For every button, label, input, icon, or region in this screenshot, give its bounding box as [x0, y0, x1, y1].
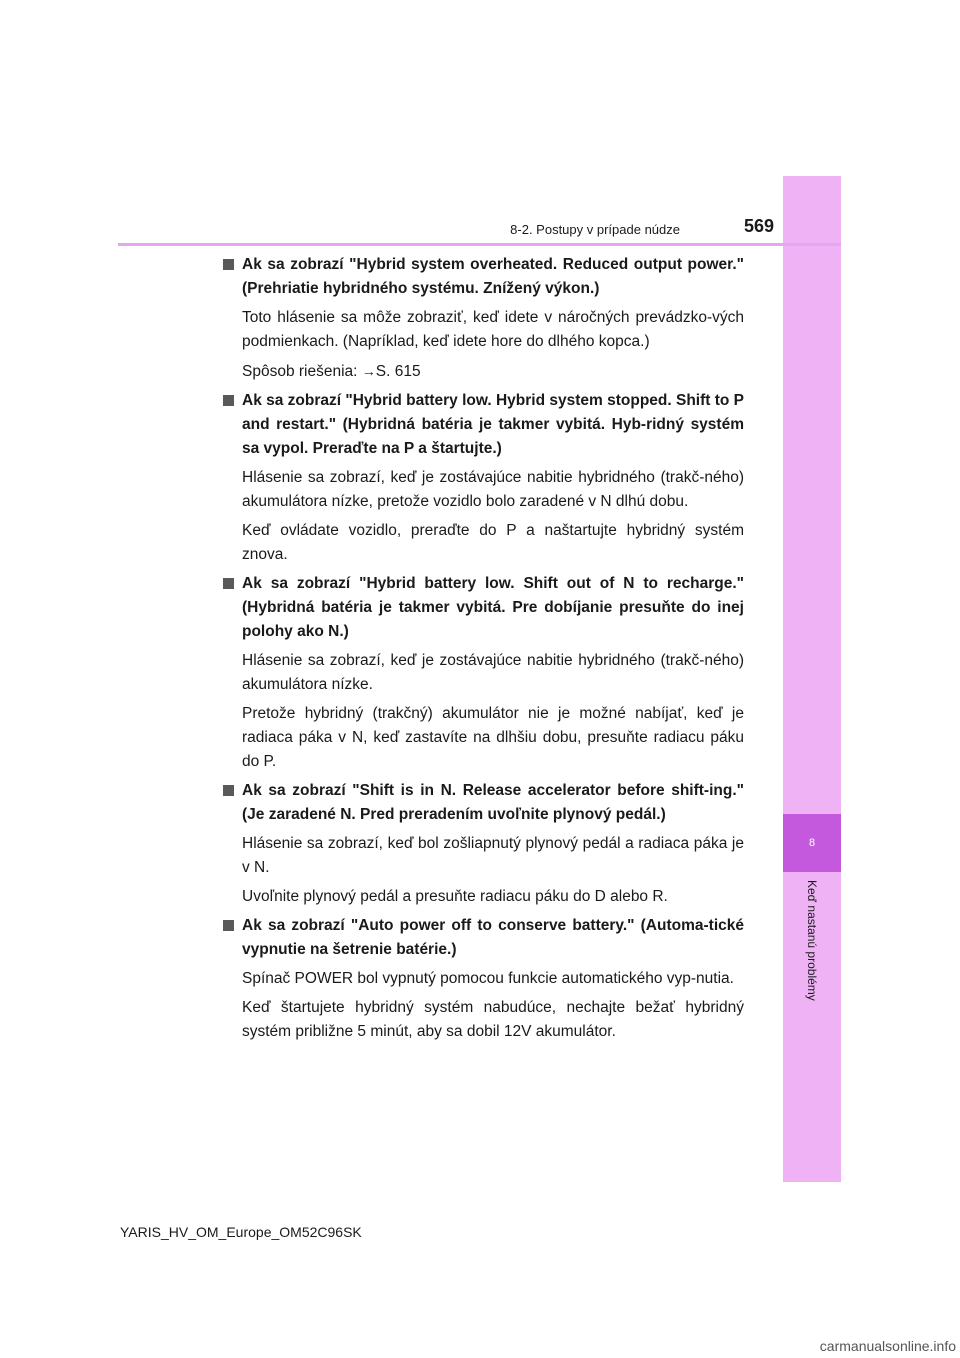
entry-paragraph: Hlásenie sa zobrazí, keď bol zošliapnutý plynový pedál a radiaca páka je v N. — [242, 835, 744, 876]
chapter-number-box — [783, 814, 841, 872]
entry-reference — [222, 359, 744, 384]
entry-heading-text: Ak sa zobrazí "Hybrid battery low. Hybrid system stopped. Shift to P and restart." (Hybridná batéria je takmer vybitá. Hyb-ridný systém sa vypol. Preraďte na P a štartujte.) — [242, 392, 745, 457]
entry-paragraph: Hlásenie sa zobrazí, keď je zostávajúce nabitie hybridného (trakč-ného) akumulátora nízke, pretože vozidlo bolo zaradené v N dlhú dobu. — [242, 469, 744, 510]
square-bullet-icon — [223, 920, 234, 931]
entry-heading — [222, 914, 744, 962]
entry-heading-text: Ak sa zobrazí "Hybrid battery low. Shift out of N to recharge." (Hybridná batéria je takmer vybitá. Pre dobíjanie presuňte do inej polohy ako N.) — [242, 575, 744, 640]
document-id: YARIS_HV_OM_Europe_OM52C96SK — [120, 1224, 362, 1240]
entry-paragraph: Uvoľnite plynový pedál a presuňte radiacu páku do D alebo R. — [242, 888, 668, 905]
entry-overheated — [222, 253, 744, 384]
entry-paragraph: Pretože hybridný (trakčný) akumulátor nie je možné nabíjať, keď je radiaca páka v N, keď zastavíte na dlhšiu dobu, presuňte radiacu páku do P. — [242, 705, 744, 770]
entry-heading — [222, 779, 744, 827]
entry-heading-text: Ak sa zobrazí "Auto power off to conserve battery." (Automa-tické vypnutie na šetrenie batérie.) — [242, 917, 744, 958]
square-bullet-icon — [223, 259, 234, 270]
arrow-right-icon: → — [361, 363, 376, 379]
entry-heading-text: Ak sa zobrazí "Shift is in N. Release accelerator before shift-ing." (Je zaradené N. Pred preradením uvoľnite plynový pedál.) — [242, 782, 744, 823]
entry-heading — [222, 253, 744, 301]
entry-paragraph: Toto hlásenie sa môže zobraziť, keď idete v náročných prevádzko-vých podmienkach. (Napríklad, keď idete hore do dlhého kopca.) — [242, 309, 744, 350]
header-rule — [118, 243, 841, 246]
watermark: carmanualsonline.info — [819, 1338, 956, 1354]
chapter-side-tab — [783, 176, 841, 1182]
entry-paragraph: Keď ovládate vozidlo, preraďte do P a naštartujte hybridný systém znova. — [242, 522, 744, 563]
entry-heading — [222, 389, 744, 461]
entry-battery-stopped — [222, 389, 744, 567]
reference-prefix: Spôsob riešenia: — [242, 363, 362, 380]
square-bullet-icon — [223, 395, 234, 406]
entry-paragraph: Hlásenie sa zobrazí, keď je zostávajúce nabitie hybridného (trakč-ného) akumulátora nízke. — [242, 652, 744, 693]
square-bullet-icon — [223, 578, 234, 589]
entry-battery-shift-out — [222, 572, 744, 774]
page-content — [222, 253, 744, 1049]
reference-target[interactable]: S. 615 — [375, 363, 421, 380]
entry-auto-power-off — [222, 914, 744, 1044]
entry-paragraph: Keď štartujete hybridný systém nabudúce, nechajte bežať hybridný systém približne 5 minút, aby sa dobil 12V akumulátor. — [242, 999, 744, 1040]
entry-heading-text: Ak sa zobrazí "Hybrid system overheated. Reduced output power." (Prehriatie hybridného systému. Znížený výkon.) — [242, 256, 744, 297]
section-label: 8-2. Postupy v prípade núdze — [510, 222, 680, 237]
chapter-number: 8 — [808, 837, 816, 849]
entry-heading — [222, 572, 744, 644]
entry-paragraph: Spínač POWER bol vypnutý pomocou funkcie automatického vyp-nutia. — [242, 970, 734, 987]
chapter-title: Keď nastanú problémy — [805, 880, 819, 1001]
entry-shift-in-n — [222, 779, 744, 909]
square-bullet-icon — [223, 785, 234, 796]
page-number: 569 — [743, 216, 774, 236]
